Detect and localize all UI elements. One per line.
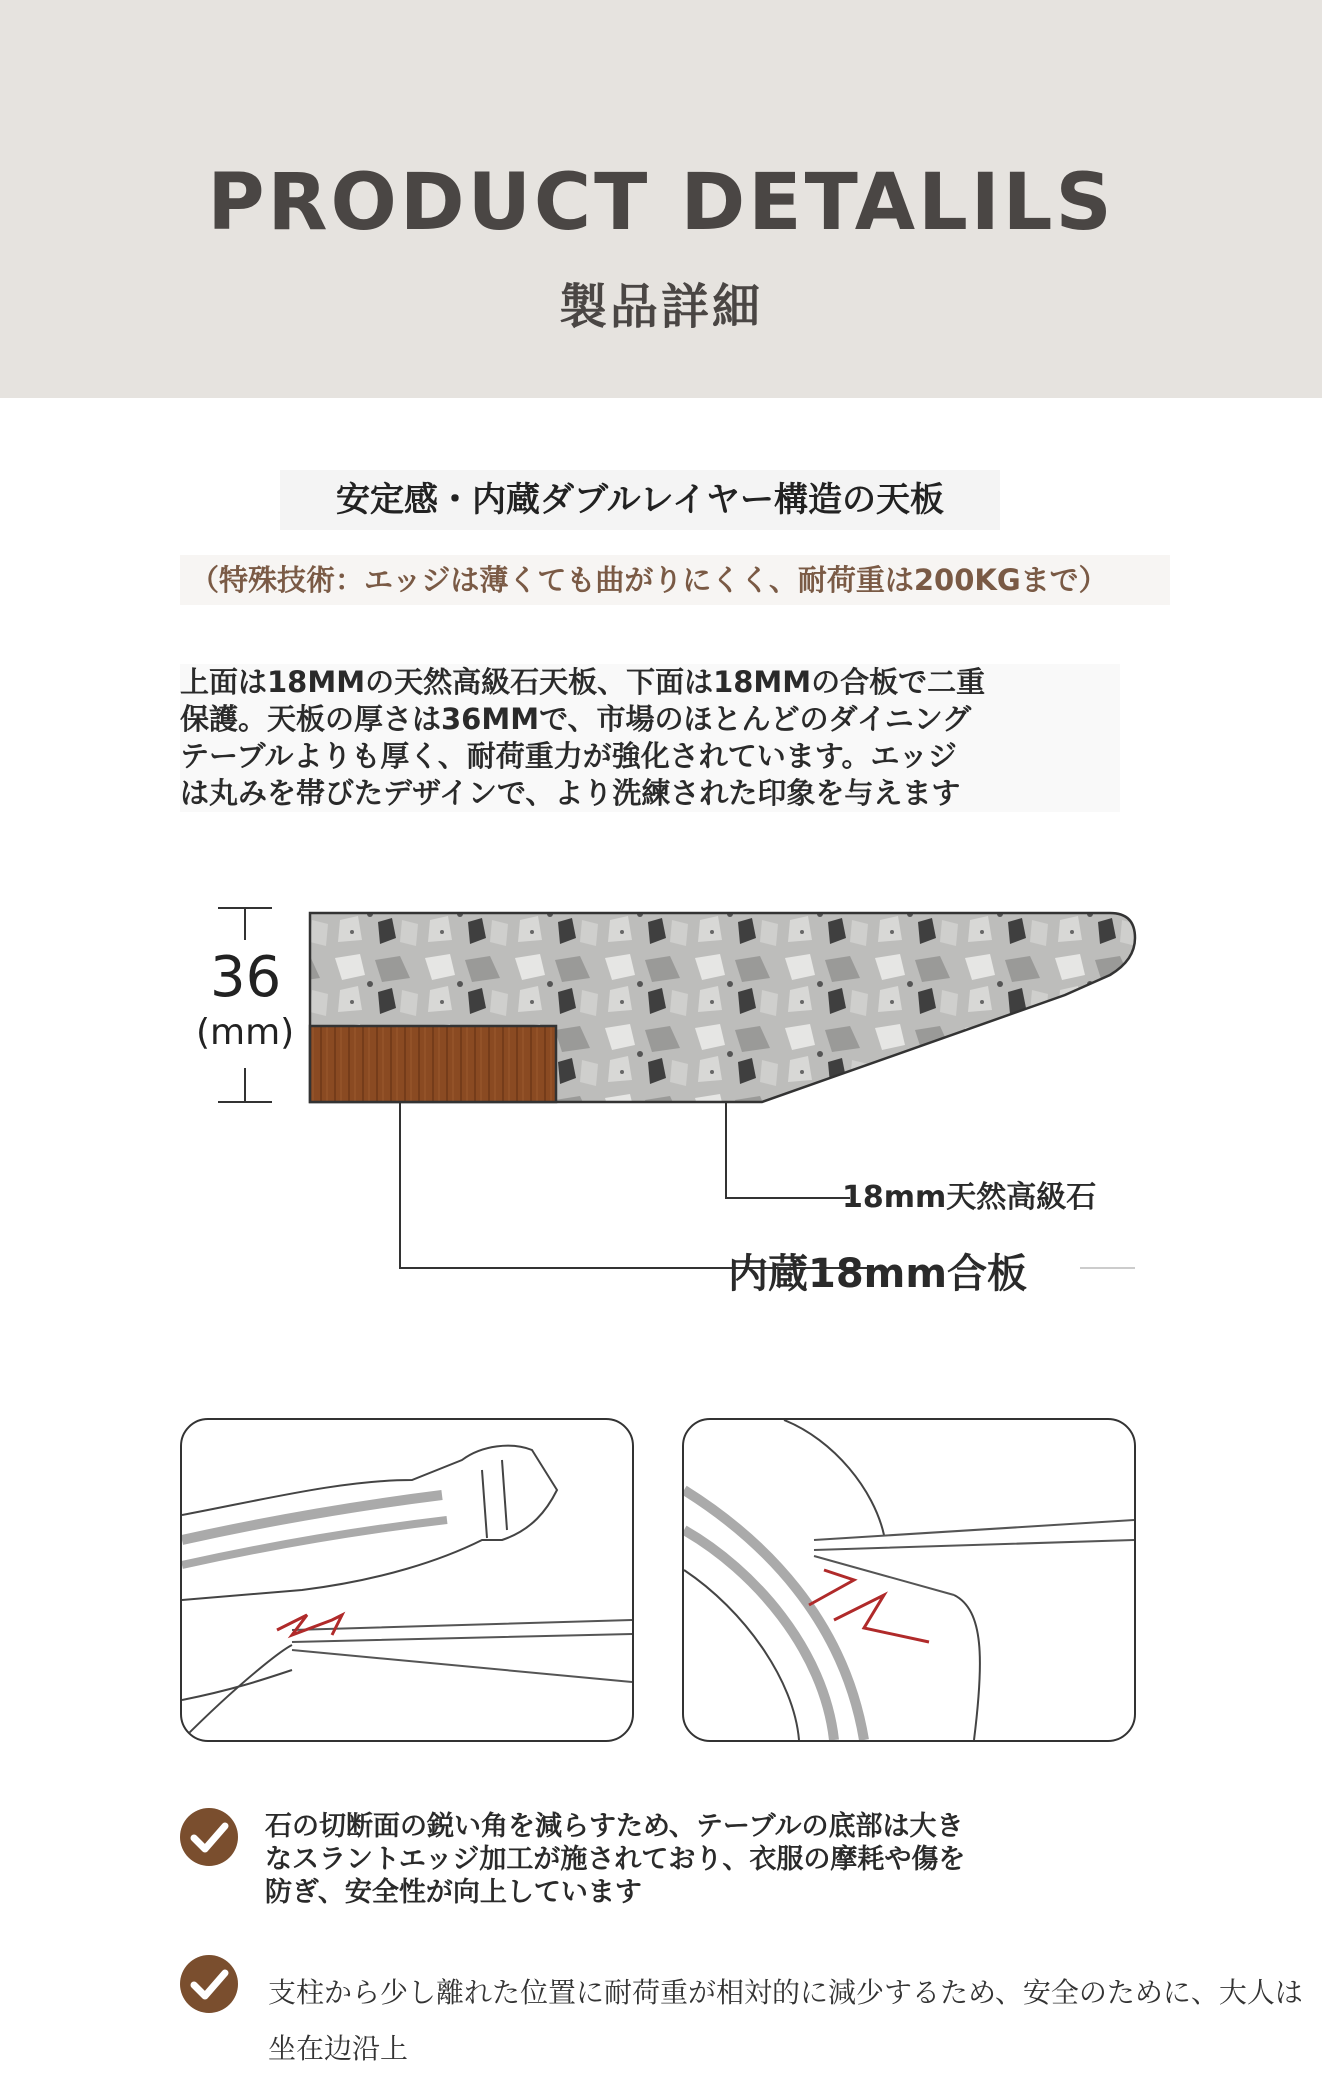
description-line: は丸みを帯びたデザインで、より洗練された印象を与えます bbox=[180, 776, 961, 810]
thickness-value: 36 bbox=[210, 945, 282, 1010]
section-subheading: （特殊技術：エッジは薄くても曲がりにくく、耐荷重は200KGまで） bbox=[180, 555, 1170, 605]
thickness-unit: (mm) bbox=[196, 1012, 295, 1053]
feature-line: 石の切断面の鋭い角を減らすため、テーブルの底部は大き bbox=[265, 1811, 964, 1842]
description-line: 保護。天板の厚さは36MMで、市場のほとんどのダイニング bbox=[180, 702, 972, 736]
stone-leader-line bbox=[726, 1102, 850, 1198]
feature-line: 支柱から少し離れた位置に耐荷重が相対的に減少するため、安全のために、大人は bbox=[268, 1976, 1303, 2009]
tabletop-cross-section-diagram bbox=[150, 880, 1150, 1300]
page-title: PRODUCT DETALILS bbox=[207, 158, 1115, 248]
description-line: 上面は18MMの天然高級石天板、下面は18MMの合板で二重 bbox=[180, 665, 986, 699]
plywood-layer-label: 内蔵18mm合板 bbox=[728, 1251, 1028, 1297]
section-description bbox=[180, 664, 1120, 812]
leg-edge-illustration-panel bbox=[682, 1418, 1136, 1742]
feature-text bbox=[268, 1965, 1322, 2077]
description-line: テーブルよりも厚く、耐荷重力が強化されています。エッジ bbox=[180, 739, 957, 773]
feature-line: 防ぎ、安全性が向上しています bbox=[265, 1877, 642, 1908]
leg-against-table-edge-illustration bbox=[684, 1420, 1134, 1740]
arm-edge-illustration-panel bbox=[180, 1418, 634, 1742]
section-heading: 安定感・内蔵ダブルレイヤー構造の天板 bbox=[280, 470, 1000, 530]
feature-text bbox=[265, 1810, 1165, 1909]
feature-line: 坐在边沿上 bbox=[268, 2032, 409, 2065]
arm-on-table-edge-illustration bbox=[182, 1420, 632, 1740]
check-circle-icon bbox=[180, 1808, 238, 1866]
check-circle-icon bbox=[180, 1955, 238, 2013]
page-subtitle: 製品詳細 bbox=[558, 279, 763, 335]
feature-line: なスラントエッジ加工が施されており、衣服の摩耗や傷を bbox=[265, 1844, 966, 1875]
plywood-layer bbox=[310, 1026, 556, 1102]
stone-layer-label: 18mm天然高級石 bbox=[842, 1180, 1097, 1215]
